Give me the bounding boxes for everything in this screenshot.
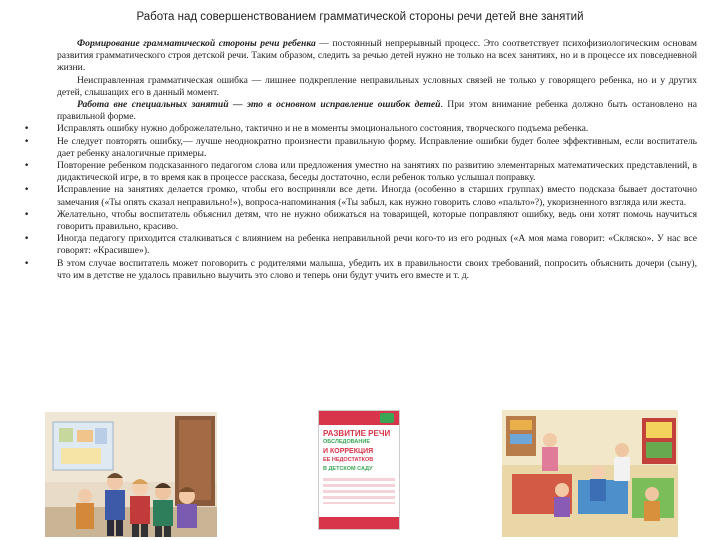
book-title-line: ЕЕ НЕДОСТАТКОВ [323,457,374,463]
book-title-line: И КОРРЕКЦИЯ [323,448,374,455]
paragraph-work-outside [57,99,697,123]
page-title: Работа над совершенствованием грамматической стороны речи детей вне занятий [136,11,584,23]
paragraph-work-lead: Работа вне специальных занятий — это в основном исправление ошибок детей [77,99,441,111]
book-title-line: В ДЕТСКОМ САДУ [323,466,373,472]
book-title-line: РАЗВИТИЕ РЕЧИ [323,429,391,438]
list-item: • В этом случае воспитатель может поговорить с родителями малыша, убедить их в правильности своих требований, попросить объяснить дочери (сыну), что им в детстве не удалось правильно выучить это слово и теперь они будут учить его вместе и т. д. [57,258,697,282]
photo-children-classroom [45,412,217,537]
book-cover [318,410,400,530]
list-item: • Исправлять ошибку нужно доброжелательно, тактично и не в моменты эмоционального состояния, творческого подъема ребенка. [57,123,697,135]
photo-children-playroom [502,410,678,537]
list-item: • Желательно, чтобы воспитатель объяснил детям, что не нужно обижаться на товарищей, которые поправляют ошибку, ведь они хотят помочь научиться говорить правильно, красиво. [57,209,697,233]
paragraph-work-rest: . При этом внимание ребенка должно быть остановлено на правильной форме. [57,99,697,123]
book-contents-lines [323,478,395,504]
list-item: • Повторение ребенком подсказанного педагогом слова или предложения уместно на занятиях по развитию элементарных математических представлений, в дидактической игре, в то время как в процессе рассказа, беседы достаточно, если ребенок только услышал поправку. [57,160,697,184]
intro-rest: — постоянный непрерывный процесс. Это соответствует психофизиологическим основам развития грамматического строя детской речи. Таким образом, следить за речью детей нужно не только на всех занятиях, но и в процессе их повседневной жизни. [57,38,697,74]
book-title-line: ОБСЛЕДОВАНИЕ [323,439,370,445]
body-text [57,38,697,282]
list-item: • Иногда педагогу приходится сталкиваться с влиянием на ребенка неправильной речи кого-то из его родных («А моя мама говорит: «Скляско». У нас все говорят: «Красивше»). [57,233,697,257]
book-badge-icon [380,413,394,423]
list-item: • Не следует повторять ошибку,— лучше неоднократно произнести правильную форму. Исправление ошибки будет более эффективным, если воспитатель дает ребенку аналогичные примеры. [57,136,697,160]
paragraph-uncorrected-error: Неисправленная грамматическая ошибка — лишнее подкрепление неправильных условных связей не только у говорящего ребенка, но и у других детей, слышащих его в данный момент. [57,74,697,98]
book-title [319,425,399,474]
list-item: • Исправление на занятиях делается громко, чтобы его восприняли все дети. Иногда (особенно в старших группах) вместо подсказа бывает достаточно замечания («Ты опять сказал неправильно!»), вопроса-напоминания («Ты забыл, как нужно говорить слово «пальто»?), укоризненного взгляда или жеста. [57,184,697,208]
book-top-band [319,411,399,425]
intro-lead: Формирование грамматической стороны речи ребенка [77,38,316,49]
intro-paragraph [57,38,697,75]
book-bottom-band [319,517,399,529]
rules-list [57,123,697,282]
